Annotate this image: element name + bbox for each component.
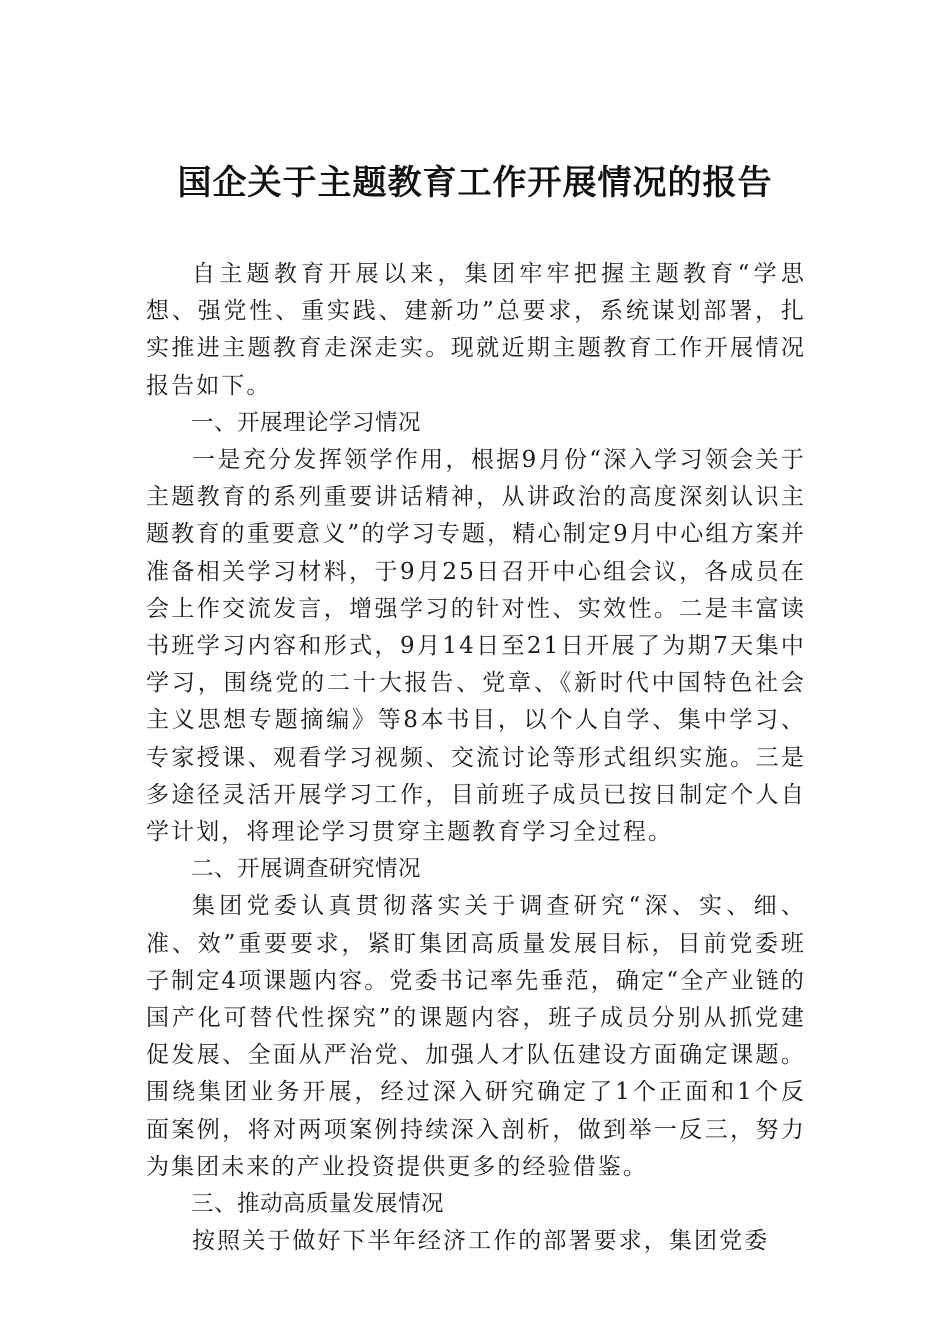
section-heading-research: 二、开展调查研究情况 <box>191 856 422 883</box>
document-body <box>146 256 806 1260</box>
section-heading-theory-study: 一、开展理论学习情况 <box>191 409 422 436</box>
document-title: 国企关于主题教育工作开展情况的报告 <box>177 163 773 203</box>
intro-paragraph: 自主题教育开展以来，集团牢牢把握主题教育“学思想、强党性、重实践、建新功”总要求，系统谋划部署，扎实推进主题教育走深走实。现就近期主题教育工作开展情况报告如下。 <box>146 261 806 399</box>
section-paragraph-theory-study: 一是充分发挥领学作用，根据9月份“深入学习领会关于主题教育的系列重要讲话精神，从讲政治的高度深刻认识主题教育的重要意义”的学习专题，精心制定9月中心组方案并准备相关学习材料，于9月25日召开中心组会议，各成员在会上作交流发言，增强学习的针对性、实效性。二是丰富读书班学习内容和形式，9月14日至21日开展了为期7天集中学习，围绕党的二十大报告、党章、《新时代中国特色社会主义思想专题摘编》等8本书目，以个人自学、集中学习、专家授课、观看学习视频、交流讨论等形式组织实施。三是多途径灵活开展学习工作，目前班子成员已按日制定个人自学计划，将理论学习贯穿主题教育学习全过程。 <box>146 447 806 846</box>
section-paragraph-development: 按照关于做好下半年经济工作的部署要求，集团党委 <box>192 1228 770 1255</box>
section-paragraph-research: 集团党委认真贯彻落实关于调查研究“深、实、细、准、效”重要要求，紧盯集团高质量发展目标，目前党委班子制定4项课题内容。党委书记率先垂范，确定“全产业链的国产化可替代性探究”的课题内容，班子成员分别从抓党建促发展、全面从严治党、加强人才队伍建设方面确定课题。围绕集团业务开展，经过深入研究确定了1个正面和1个反面案例，将对两项案例持续深入剖析，做到举一反三，努力为集团未来的产业投资提供更多的经验借鉴。 <box>146 893 806 1180</box>
section-heading-development: 三、推动高质量发展情况 <box>191 1191 445 1218</box>
